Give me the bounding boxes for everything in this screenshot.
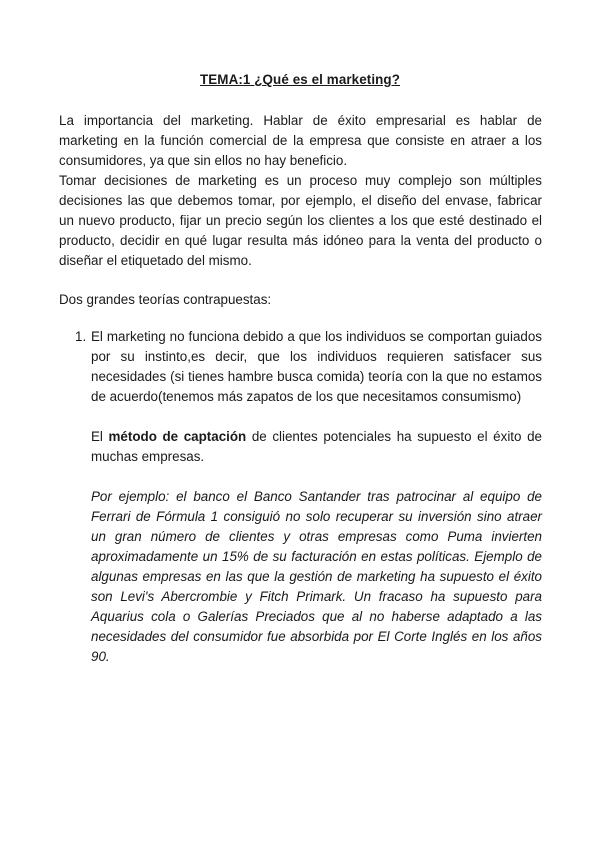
intro-paragraph: La importancia del marketing. Hablar de éxito empresarial es hablar de marketing en la función comercial de la empresa que consiste en atraer a los consumidores, ya que sin ellos no hay beneficio. (59, 113, 542, 168)
captacion-suffix: de clientes potenciales ha supuesto el éxito de muchas empresas. (91, 429, 542, 464)
captacion-bold-term: método de captación (108, 429, 247, 444)
theories-list (59, 327, 542, 667)
decisions-paragraph: Tomar decisiones de marketing es un proceso muy complejo son múltiples decisiones las que debemos tomar, por ejemplo, el diseño del envase, fabricar un nuevo producto, fijar un precio según los clientes a los que esté destinado el producto, decidir en qué lugar resulta más idóneo para la venta del producto o diseñar el etiquetado del mismo. (59, 173, 542, 268)
captacion-paragraph (91, 427, 542, 467)
list-item (59, 327, 542, 667)
captacion-prefix: El (91, 429, 109, 444)
example-paragraph: Por ejemplo: el banco el Banco Santander tras patrocinar al equipo de Ferrari de Fórmula 1 consiguió no solo recuperar su inversión sino atraer un gran número de clientes y otras empresas como Puma invierten aproximadamente un 15% de su facturación en estas políticas. Ejemplo de algunas empresas en las que la gestión de marketing ha supuesto el éxito son Levi's Abercrombie y Fitch Primark. Un fracaso ha supuesto para Aquarius cola o Galerías Preciados que al no haberse adaptado a las necesidades del consumidor fue absorbida por El Corte Inglés en los años 90. (91, 489, 542, 664)
page-title: TEMA:1 ¿Qué es el marketing? (200, 72, 400, 87)
theories-heading: Dos grandes teorías contrapuestas: (59, 292, 272, 307)
list-number: 1. (75, 329, 87, 344)
list-item-text: El marketing no funciona debido a que los individuos se comportan guiados por su instinto,es decir, que los individuos requieren satisfacer sus necesidades (si tienes hambre busca comida) teoría con la que no estamos de acuerdo(tenemos más zapatos de los que necesitamos consumismo) (91, 329, 542, 404)
